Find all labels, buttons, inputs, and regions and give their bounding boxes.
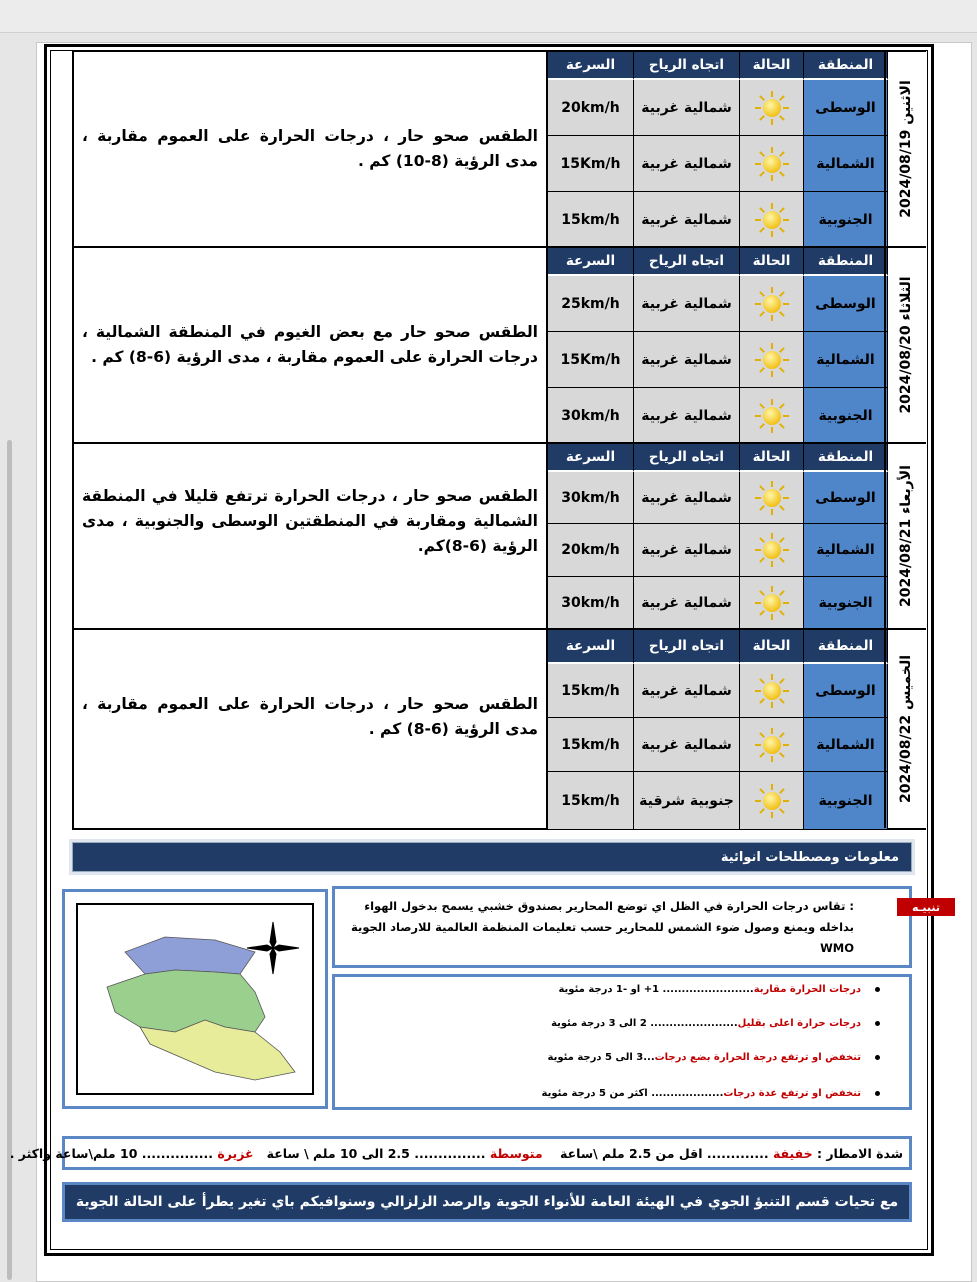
condition-cell — [740, 276, 804, 332]
sun-icon — [755, 674, 789, 708]
sun-icon — [755, 91, 789, 125]
day-date: الاثنين 2024/08/19 — [898, 80, 914, 218]
sun-icon — [755, 399, 789, 433]
wind-direction: شمالية غربية — [634, 577, 740, 630]
day-date: الثلاثاء 2024/08/20 — [898, 276, 914, 414]
wind-direction: شمالية غربية — [634, 524, 740, 577]
wind-direction: شمالية غربية — [634, 718, 740, 772]
wind-speed: 20km/h — [548, 80, 634, 136]
wind-speed: 15Km/h — [548, 332, 634, 388]
header-region: المنطقة — [804, 444, 888, 472]
iraq-regions-map-icon — [65, 892, 325, 1106]
list-item — [558, 984, 880, 995]
forecast-day-1 — [72, 50, 926, 246]
region-name: الجنوبية — [804, 772, 888, 830]
day-description: الطقس صحو حار مع بعض الغيوم في المنطقة الشمالية ، درجات الحرارة على العموم مقاربة ، مدى الرؤية (6-8) كم . — [74, 248, 548, 442]
forecast-table — [548, 248, 888, 442]
forecast-day-3 — [72, 442, 926, 628]
sun-icon — [755, 728, 789, 762]
day-description: الطقس صحو حار ، درجات الحرارة على العموم مقاربة ، مدى الرؤية (6-8) كم . — [74, 630, 548, 828]
date-column — [884, 52, 926, 246]
header-condition: الحالة — [740, 248, 804, 276]
wind-speed: 25km/h — [548, 276, 634, 332]
term-name: درجات الحرارة مقاربة — [753, 984, 861, 995]
rain-moderate-text: ............... 2.5 الى 10 ملم \ ساعة — [266, 1145, 486, 1161]
sun-icon — [755, 343, 789, 377]
condition-cell — [740, 388, 804, 444]
wind-direction: شمالية غربية — [634, 192, 740, 248]
rain-light-text: ............. اقل من 2.5 ملم \ساعة — [560, 1145, 769, 1161]
term-definition: ................... اكثر من 5 درجة مئوية — [541, 1088, 724, 1099]
note-text: : تقاس درجات الحرارة في الظل اي توضع المحارير بصندوق خشبي يسمح بدخول الهواء بداخله ويمنع وصول ضوء الشمس للمحارير حسب تعليمات المنظمة العالمية للارصاد الجوية WMO — [351, 899, 854, 955]
wind-direction: شمالية غربية — [634, 472, 740, 524]
condition-cell — [740, 577, 804, 630]
forecast-day-4 — [72, 628, 926, 830]
condition-cell — [740, 136, 804, 192]
date-column — [884, 248, 926, 442]
forecast-table — [548, 444, 888, 628]
condition-cell — [740, 664, 804, 718]
note-label: تنبيـه — [897, 898, 955, 916]
region-name: الجنوبية — [804, 192, 888, 248]
footer-text: مع تحيات قسم التنبؤ الجوي في الهيئة العامة للأنواء الجوية والرصد الزلزالي وسنوافيكم باي تغير يطرأ على الحالة الجوية — [75, 1194, 899, 1210]
header-speed: السرعة — [548, 248, 634, 276]
wind-direction: شمالية غربية — [634, 664, 740, 718]
term-name: تنخفض او ترتفع عدة درجات — [723, 1088, 861, 1099]
wind-direction: شمالية غربية — [634, 332, 740, 388]
forecast-table — [548, 52, 888, 246]
term-definition: ....................... 2 الى 3 درجة مئوية — [551, 1018, 738, 1029]
wind-speed: 15km/h — [548, 192, 634, 248]
date-column — [884, 444, 926, 628]
header-wind-direction: اتجاه الرياح — [634, 630, 740, 664]
forecast-day-2 — [72, 246, 926, 442]
sun-icon — [755, 481, 789, 515]
region-name: الوسطى — [804, 472, 888, 524]
condition-cell — [740, 80, 804, 136]
wind-direction: شمالية غربية — [634, 80, 740, 136]
list-item — [542, 1088, 880, 1099]
wind-speed: 15Km/h — [548, 136, 634, 192]
header-region: المنطقة — [804, 630, 888, 664]
term-name: تنخفض او ترتفع درجة الحرارة بضع درجات — [654, 1052, 861, 1063]
region-name: الجنوبية — [804, 388, 888, 444]
wind-direction: شمالية غربية — [634, 388, 740, 444]
wind-direction: جنوبية شرقية — [634, 772, 740, 830]
region-name: الجنوبية — [804, 577, 888, 630]
wind-speed: 15km/h — [548, 664, 634, 718]
wind-speed: 20km/h — [548, 524, 634, 577]
viewer-top-strip — [0, 0, 977, 33]
sun-icon — [755, 586, 789, 620]
wind-speed: 15km/h — [548, 718, 634, 772]
rain-light: خفيفة — [772, 1145, 813, 1161]
region-name: الوسطى — [804, 664, 888, 718]
wind-direction: شمالية غربية — [634, 136, 740, 192]
region-name: الوسطى — [804, 276, 888, 332]
info-section-title — [72, 842, 912, 872]
day-description: الطقس صحو حار ، درجات الحرارة على العموم مقاربة ، مدى الرؤية (8-10) كم . — [74, 52, 548, 246]
wind-speed: 30km/h — [548, 577, 634, 630]
header-condition: الحالة — [740, 52, 804, 80]
forecast-table — [548, 630, 888, 828]
header-condition: الحالة — [740, 630, 804, 664]
info-title-text: معلومات ومصطلحات انوائية — [720, 849, 899, 865]
header-speed: السرعة — [548, 52, 634, 80]
header-speed: السرعة — [548, 444, 634, 472]
region-name: الشمالية — [804, 136, 888, 192]
condition-cell — [740, 192, 804, 248]
wind-speed: 30km/h — [548, 472, 634, 524]
sun-icon — [755, 784, 789, 818]
day-date: الخميس 2024/08/22 — [898, 654, 914, 804]
rain-intensity-box — [9, 1136, 912, 1170]
sun-icon — [755, 147, 789, 181]
condition-cell — [740, 718, 804, 772]
rain-heavy: غزيرة — [217, 1145, 254, 1161]
rain-moderate: متوسطة — [489, 1145, 543, 1161]
term-definition: ...3 الى 5 درجة مئوية — [547, 1052, 655, 1063]
header-region: المنطقة — [804, 52, 888, 80]
sun-icon — [755, 533, 789, 567]
date-column — [884, 630, 926, 828]
sun-icon — [755, 203, 789, 237]
region-name: الشمالية — [804, 332, 888, 388]
footer-banner — [62, 1182, 912, 1222]
day-date: الأربعاء 2024/08/21 — [898, 465, 914, 607]
region-name: الشمالية — [804, 718, 888, 772]
region-name: الشمالية — [804, 524, 888, 577]
header-wind-direction: اتجاه الرياح — [634, 248, 740, 276]
iraq-map-box — [62, 889, 328, 1109]
condition-cell — [740, 772, 804, 830]
day-description: الطقس صحو حار ، درجات الحرارة ترتفع قليلا في المنطقة الشمالية ومقاربة في المنطقتين الوسطى والجنوبية ، مدى الرؤية (6-8)كم. — [74, 444, 548, 628]
header-speed: السرعة — [548, 630, 634, 664]
rain-label: شدة الامطار : — [817, 1145, 903, 1161]
region-name: الوسطى — [804, 80, 888, 136]
wind-speed: 15km/h — [548, 772, 634, 830]
sun-icon — [755, 287, 789, 321]
condition-cell — [740, 472, 804, 524]
header-wind-direction: اتجاه الرياح — [634, 52, 740, 80]
condition-cell — [740, 332, 804, 388]
rain-heavy-text: ............... 10 ملم\ساعة واكثر . — [9, 1145, 214, 1161]
wind-direction: شمالية غربية — [634, 276, 740, 332]
term-definition: ........................ 1+ او -1 درجة مئوية — [558, 984, 754, 995]
header-wind-direction: اتجاه الرياح — [634, 444, 740, 472]
term-name: درجات حرارة اعلى بقليل — [737, 1018, 861, 1029]
condition-cell — [740, 524, 804, 577]
header-region: المنطقة — [804, 248, 888, 276]
list-item — [551, 1018, 880, 1029]
wind-speed: 30km/h — [548, 388, 634, 444]
header-condition: الحالة — [740, 444, 804, 472]
list-item — [548, 1052, 880, 1063]
